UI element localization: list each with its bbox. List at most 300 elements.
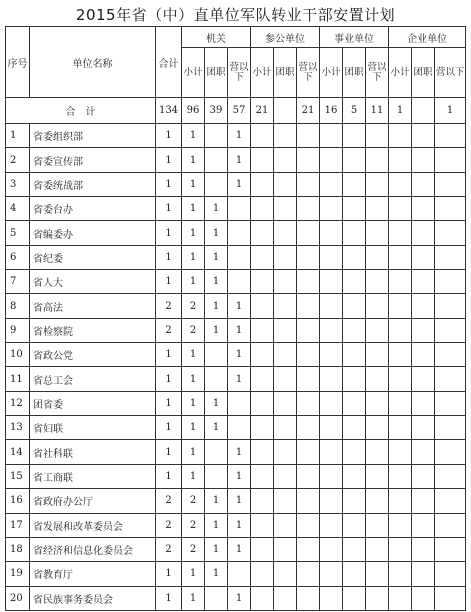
row-cell xyxy=(412,124,435,148)
row-cell xyxy=(435,245,466,269)
row-cell: 2 xyxy=(182,513,205,537)
total-cell: 134 xyxy=(156,98,182,124)
row-cell xyxy=(320,343,343,367)
row-cell xyxy=(274,489,297,513)
row-cell xyxy=(389,489,412,513)
row-seq: 12 xyxy=(6,391,30,415)
row-cell: 2 xyxy=(156,489,182,513)
row-cell xyxy=(320,416,343,440)
header-seq: 序号 xyxy=(6,27,30,98)
row-cell xyxy=(412,294,435,318)
row-cell: 1 xyxy=(205,562,228,586)
row-cell: 1 xyxy=(156,197,182,221)
row-cell: 2 xyxy=(156,537,182,561)
row-cell xyxy=(366,586,389,610)
row-cell xyxy=(366,513,389,537)
table-row xyxy=(6,562,466,586)
row-cell: 1 xyxy=(182,343,205,367)
row-seq: 18 xyxy=(6,537,30,561)
row-cell: 1 xyxy=(228,294,251,318)
row-cell: 1 xyxy=(156,464,182,488)
row-cell: 1 xyxy=(182,367,205,391)
row-cell xyxy=(274,391,297,415)
row-cell xyxy=(320,270,343,294)
row-cell xyxy=(435,294,466,318)
row-cell xyxy=(435,343,466,367)
row-cell: 1 xyxy=(205,294,228,318)
total-cell xyxy=(274,98,297,124)
table-row xyxy=(6,537,466,561)
row-cell xyxy=(297,513,320,537)
row-cell xyxy=(389,318,412,342)
row-cell: 1 xyxy=(205,245,228,269)
document-title: 2015年省（中）直单位军队转业干部安置计划 xyxy=(75,6,396,24)
row-cell: 1 xyxy=(182,440,205,464)
row-cell xyxy=(435,270,466,294)
row-cell xyxy=(343,489,366,513)
row-cell: 1 xyxy=(156,367,182,391)
row-cell xyxy=(366,464,389,488)
row-cell xyxy=(389,464,412,488)
row-cell: 1 xyxy=(205,489,228,513)
row-unit-name: 省委台办 xyxy=(30,197,156,221)
row-unit-name: 省经济和信息化委员会 xyxy=(30,537,156,561)
row-cell xyxy=(412,391,435,415)
row-cell xyxy=(251,416,274,440)
row-cell xyxy=(320,294,343,318)
row-cell: 1 xyxy=(156,270,182,294)
row-cell xyxy=(251,489,274,513)
row-cell xyxy=(366,245,389,269)
row-cell xyxy=(435,537,466,561)
total-row xyxy=(6,98,466,124)
row-cell xyxy=(251,221,274,245)
row-cell xyxy=(320,489,343,513)
row-cell xyxy=(412,245,435,269)
placement-table xyxy=(5,26,466,611)
row-cell xyxy=(251,367,274,391)
row-cell xyxy=(320,537,343,561)
row-unit-name: 团省委 xyxy=(30,391,156,415)
row-cell xyxy=(274,294,297,318)
table-row xyxy=(6,440,466,464)
table-row xyxy=(6,343,466,367)
row-cell xyxy=(251,343,274,367)
row-cell xyxy=(389,172,412,196)
row-cell: 1 xyxy=(205,391,228,415)
row-cell xyxy=(251,586,274,610)
row-cell xyxy=(251,391,274,415)
row-cell xyxy=(343,416,366,440)
row-cell: 1 xyxy=(228,318,251,342)
row-cell xyxy=(412,221,435,245)
row-cell xyxy=(297,148,320,172)
row-cell xyxy=(366,367,389,391)
row-cell xyxy=(366,172,389,196)
row-cell xyxy=(412,270,435,294)
row-cell xyxy=(366,562,389,586)
row-cell xyxy=(343,197,366,221)
row-cell: 2 xyxy=(182,318,205,342)
row-cell xyxy=(274,318,297,342)
row-cell xyxy=(412,197,435,221)
row-cell: 1 xyxy=(156,148,182,172)
row-cell xyxy=(343,440,366,464)
row-cell xyxy=(320,172,343,196)
row-cell xyxy=(205,172,228,196)
row-cell xyxy=(412,343,435,367)
row-cell xyxy=(343,221,366,245)
row-cell xyxy=(320,391,343,415)
total-cell: 1 xyxy=(389,98,412,124)
row-unit-name: 省工商联 xyxy=(30,464,156,488)
row-cell xyxy=(389,586,412,610)
row-cell xyxy=(366,318,389,342)
table-row xyxy=(6,294,466,318)
row-cell xyxy=(412,367,435,391)
row-seq: 19 xyxy=(6,562,30,586)
row-cell xyxy=(412,416,435,440)
row-cell xyxy=(251,562,274,586)
table-row xyxy=(6,148,466,172)
row-cell xyxy=(366,294,389,318)
row-cell xyxy=(320,197,343,221)
row-cell xyxy=(274,172,297,196)
row-cell xyxy=(320,562,343,586)
row-cell: 2 xyxy=(182,537,205,561)
row-cell xyxy=(435,586,466,610)
row-cell xyxy=(412,172,435,196)
subheader-tuanzhi: 团职 xyxy=(205,48,228,98)
row-cell xyxy=(435,416,466,440)
row-cell: 1 xyxy=(228,586,251,610)
row-cell xyxy=(412,440,435,464)
row-cell xyxy=(435,367,466,391)
subheader-yingyixia: 营以下 xyxy=(228,48,251,98)
row-cell: 1 xyxy=(156,172,182,196)
row-cell xyxy=(274,124,297,148)
row-unit-name: 省政府办公厅 xyxy=(30,489,156,513)
row-cell xyxy=(389,197,412,221)
total-cell: 57 xyxy=(228,98,251,124)
row-cell: 2 xyxy=(156,294,182,318)
row-cell xyxy=(297,367,320,391)
row-seq: 7 xyxy=(6,270,30,294)
row-cell: 1 xyxy=(205,513,228,537)
row-cell xyxy=(343,513,366,537)
row-cell xyxy=(274,270,297,294)
row-cell: 2 xyxy=(182,294,205,318)
row-cell xyxy=(274,416,297,440)
row-cell xyxy=(435,172,466,196)
row-cell xyxy=(251,318,274,342)
header-unit-name: 单位名称 xyxy=(30,27,156,98)
row-cell xyxy=(297,391,320,415)
row-cell: 1 xyxy=(228,343,251,367)
row-cell xyxy=(366,537,389,561)
total-cell: 5 xyxy=(343,98,366,124)
row-cell xyxy=(297,586,320,610)
table-row xyxy=(6,391,466,415)
row-cell xyxy=(389,148,412,172)
row-unit-name: 省政公党 xyxy=(30,343,156,367)
header-group-jiguan: 机关 xyxy=(182,27,251,48)
row-cell xyxy=(274,245,297,269)
row-cell xyxy=(320,513,343,537)
row-cell xyxy=(205,464,228,488)
row-cell xyxy=(343,586,366,610)
row-cell xyxy=(366,440,389,464)
row-cell: 1 xyxy=(228,172,251,196)
row-cell xyxy=(228,562,251,586)
row-cell: 1 xyxy=(156,343,182,367)
subheader-subtotal: 小计 xyxy=(251,48,274,98)
row-cell xyxy=(297,270,320,294)
row-cell: 1 xyxy=(156,391,182,415)
row-cell: 1 xyxy=(156,124,182,148)
table-row xyxy=(6,172,466,196)
row-cell xyxy=(297,343,320,367)
row-cell xyxy=(412,489,435,513)
row-cell xyxy=(366,197,389,221)
row-cell: 1 xyxy=(182,148,205,172)
row-unit-name: 省委组织部 xyxy=(30,124,156,148)
row-unit-name: 省社科联 xyxy=(30,440,156,464)
row-cell xyxy=(343,318,366,342)
row-seq: 3 xyxy=(6,172,30,196)
row-cell xyxy=(389,513,412,537)
row-cell xyxy=(435,124,466,148)
table-row xyxy=(6,124,466,148)
row-cell xyxy=(274,148,297,172)
row-cell xyxy=(343,124,366,148)
total-cell: 21 xyxy=(297,98,320,124)
row-seq: 4 xyxy=(6,197,30,221)
row-seq: 9 xyxy=(6,318,30,342)
row-cell xyxy=(274,513,297,537)
row-cell xyxy=(251,537,274,561)
row-cell xyxy=(228,197,251,221)
row-cell xyxy=(251,464,274,488)
total-cell: 96 xyxy=(182,98,205,124)
table-row xyxy=(6,416,466,440)
row-cell: 1 xyxy=(156,245,182,269)
header-group-shiye: 事业单位 xyxy=(320,27,389,48)
row-seq: 10 xyxy=(6,343,30,367)
row-cell xyxy=(251,294,274,318)
row-cell xyxy=(389,294,412,318)
row-cell xyxy=(320,464,343,488)
row-seq: 16 xyxy=(6,489,30,513)
row-cell: 1 xyxy=(182,221,205,245)
row-cell xyxy=(412,318,435,342)
row-cell xyxy=(435,148,466,172)
row-cell xyxy=(435,562,466,586)
row-cell xyxy=(412,562,435,586)
row-cell: 2 xyxy=(182,489,205,513)
row-cell xyxy=(343,343,366,367)
row-cell xyxy=(435,391,466,415)
row-seq: 14 xyxy=(6,440,30,464)
row-cell xyxy=(389,416,412,440)
row-cell xyxy=(389,562,412,586)
row-cell xyxy=(320,586,343,610)
row-cell: 1 xyxy=(205,197,228,221)
row-cell: 1 xyxy=(205,221,228,245)
row-cell xyxy=(274,537,297,561)
row-cell xyxy=(205,124,228,148)
row-cell xyxy=(366,124,389,148)
row-cell xyxy=(205,343,228,367)
row-cell xyxy=(366,221,389,245)
row-cell xyxy=(389,440,412,464)
row-unit-name: 省检察院 xyxy=(30,318,156,342)
row-cell xyxy=(343,148,366,172)
row-cell xyxy=(274,343,297,367)
row-cell xyxy=(297,537,320,561)
table-row xyxy=(6,489,466,513)
total-cell: 16 xyxy=(320,98,343,124)
row-unit-name: 省人大 xyxy=(30,270,156,294)
row-cell: 1 xyxy=(228,124,251,148)
row-cell xyxy=(320,245,343,269)
row-cell xyxy=(274,440,297,464)
table-row xyxy=(6,586,466,610)
row-unit-name: 省纪委 xyxy=(30,245,156,269)
row-cell: 1 xyxy=(205,537,228,561)
row-cell: 1 xyxy=(228,537,251,561)
table-row xyxy=(6,245,466,269)
row-cell xyxy=(205,440,228,464)
subheader-tuanzhi: 团职 xyxy=(412,48,435,98)
row-cell: 1 xyxy=(182,464,205,488)
row-cell xyxy=(297,318,320,342)
row-cell xyxy=(343,464,366,488)
row-cell xyxy=(435,318,466,342)
row-cell xyxy=(366,416,389,440)
row-cell xyxy=(205,586,228,610)
row-cell xyxy=(412,586,435,610)
row-cell: 1 xyxy=(182,197,205,221)
row-cell xyxy=(297,221,320,245)
row-cell xyxy=(412,148,435,172)
row-cell xyxy=(412,537,435,561)
table-row xyxy=(6,197,466,221)
row-cell xyxy=(435,440,466,464)
subheader-tuanzhi: 团职 xyxy=(274,48,297,98)
row-cell: 1 xyxy=(156,416,182,440)
row-cell xyxy=(389,245,412,269)
row-cell xyxy=(343,391,366,415)
row-cell: 2 xyxy=(156,318,182,342)
row-cell: 1 xyxy=(156,586,182,610)
row-cell xyxy=(251,513,274,537)
row-cell xyxy=(228,221,251,245)
row-cell xyxy=(320,367,343,391)
table-row xyxy=(6,367,466,391)
row-cell xyxy=(389,124,412,148)
row-cell xyxy=(251,440,274,464)
row-cell xyxy=(412,513,435,537)
row-seq: 17 xyxy=(6,513,30,537)
row-cell: 1 xyxy=(182,416,205,440)
row-cell xyxy=(435,513,466,537)
row-seq: 20 xyxy=(6,586,30,610)
header-group-qiye: 企业单位 xyxy=(389,27,466,48)
row-unit-name: 省妇联 xyxy=(30,416,156,440)
row-cell xyxy=(297,245,320,269)
row-cell xyxy=(343,270,366,294)
row-seq: 13 xyxy=(6,416,30,440)
row-cell xyxy=(228,270,251,294)
row-unit-name: 省教育厅 xyxy=(30,562,156,586)
row-cell xyxy=(251,245,274,269)
row-cell xyxy=(251,124,274,148)
row-cell xyxy=(389,367,412,391)
row-unit-name: 省发展和改革委员会 xyxy=(30,513,156,537)
row-unit-name: 省编委办 xyxy=(30,221,156,245)
subheader-yingyixia: 营以下 xyxy=(435,48,466,98)
row-cell: 1 xyxy=(156,562,182,586)
row-cell xyxy=(435,221,466,245)
row-cell: 1 xyxy=(182,586,205,610)
row-cell xyxy=(389,537,412,561)
row-cell xyxy=(251,172,274,196)
row-unit-name: 省总工会 xyxy=(30,367,156,391)
row-cell xyxy=(343,294,366,318)
subheader-yingyixia: 营以下 xyxy=(366,48,389,98)
row-seq: 1 xyxy=(6,124,30,148)
row-cell: 1 xyxy=(228,513,251,537)
row-seq: 2 xyxy=(6,148,30,172)
row-seq: 5 xyxy=(6,221,30,245)
row-seq: 15 xyxy=(6,464,30,488)
row-cell: 1 xyxy=(228,148,251,172)
row-cell xyxy=(320,124,343,148)
row-cell xyxy=(297,464,320,488)
row-cell xyxy=(389,391,412,415)
row-cell xyxy=(320,148,343,172)
row-cell xyxy=(228,416,251,440)
row-cell: 1 xyxy=(228,440,251,464)
row-cell xyxy=(274,464,297,488)
row-cell xyxy=(205,148,228,172)
row-cell xyxy=(366,391,389,415)
header-group-cangong: 参公单位 xyxy=(251,27,320,48)
row-cell xyxy=(297,197,320,221)
subheader-yingyixia: 营以下 xyxy=(297,48,320,98)
row-cell xyxy=(274,367,297,391)
row-cell xyxy=(297,172,320,196)
row-cell xyxy=(228,245,251,269)
subheader-subtotal: 小计 xyxy=(182,48,205,98)
row-cell xyxy=(366,270,389,294)
row-cell xyxy=(274,221,297,245)
total-label: 合 计 xyxy=(6,98,156,124)
row-cell xyxy=(343,367,366,391)
row-cell xyxy=(366,343,389,367)
subheader-subtotal: 小计 xyxy=(320,48,343,98)
table-row xyxy=(6,270,466,294)
row-cell xyxy=(435,489,466,513)
row-cell: 1 xyxy=(182,562,205,586)
total-cell: 1 xyxy=(435,98,466,124)
row-cell xyxy=(228,391,251,415)
row-cell xyxy=(297,124,320,148)
table-row xyxy=(6,464,466,488)
row-cell xyxy=(274,197,297,221)
row-unit-name: 省民族事务委员会 xyxy=(30,586,156,610)
